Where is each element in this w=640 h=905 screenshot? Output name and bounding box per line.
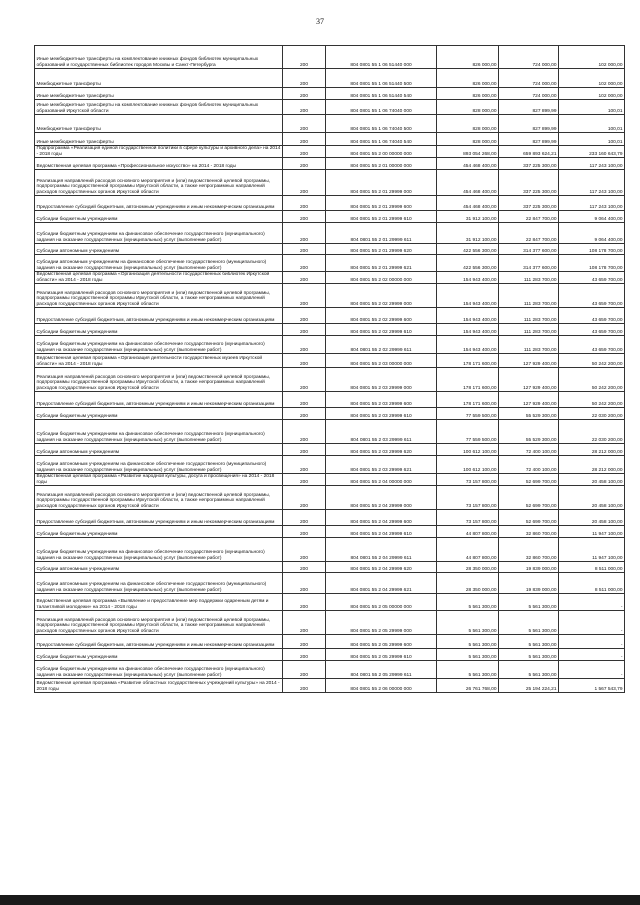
row-approved-amount-cell: 178 171 600,00 (437, 354, 499, 368)
table-row (35, 420, 625, 444)
row-name-cell: Ведомственная целевая программа «Организация деятельности государственных музеев Иркутской области» на 2014 - 2018 годы (35, 354, 283, 368)
row-approved-amount-cell: 154 943 400,00 (437, 284, 499, 308)
row-executed-amount-cell: 5 561 300,00 (499, 635, 559, 649)
row-code-cell: 200 (283, 562, 326, 573)
row-classification-cell: 804 0801 55 2 00 00000 000 (326, 146, 437, 158)
row-unexecuted-amount-cell: 22 030 200,00 (559, 420, 625, 444)
row-classification-cell: 804 0801 55 2 04 29999 000 (326, 486, 437, 510)
row-classification-cell: 804 0801 55 1 06 74040 000 (326, 100, 437, 115)
row-approved-amount-cell: 44 807 800,00 (437, 526, 499, 538)
row-executed-amount-cell: 25 194 224,21 (499, 679, 559, 693)
row-code-cell: 200 (283, 170, 326, 196)
row-executed-amount-cell: 337 225 300,00 (499, 196, 559, 211)
row-name-cell: Ведомственная целевая программа «Выявление и предоставление мер поддержки одаренным детям и талантливой молодежи» на 2014 - 2018 годы (35, 594, 283, 611)
row-approved-amount-cell: 893 054 268,00 (437, 146, 499, 158)
row-code-cell: 200 (283, 46, 326, 69)
row-name-cell: Субсидии бюджетным учреждениям на финансовое обеспечение государственного (муниципального) задания на оказание государственных (муниципальных) услуг (выполнение работ) (35, 420, 283, 444)
table-row (35, 146, 625, 158)
table-row (35, 562, 625, 573)
table-row (35, 594, 625, 611)
table-row (35, 88, 625, 100)
row-approved-amount-cell: 454 468 400,00 (437, 196, 499, 211)
row-classification-cell: 804 0801 55 2 04 00000 000 (326, 474, 437, 486)
row-name-cell: Иные межбюджетные трансферты на комплектование книжных фондов библиотек муниципальных образований и государственных библиотек городов Москвы и Санкт-Петербурга (35, 46, 283, 69)
row-executed-amount-cell: 314 377 600,00 (499, 255, 559, 272)
row-code-cell: 200 (283, 456, 326, 474)
row-name-cell: Межбюджетные трансферты (35, 115, 283, 133)
row-executed-amount-cell: 659 893 624,21 (499, 146, 559, 158)
row-unexecuted-amount-cell: 11 947 100,00 (559, 538, 625, 562)
page-number: 37 (316, 17, 324, 26)
row-classification-cell: 804 0801 55 2 04 29999 611 (326, 538, 437, 562)
row-unexecuted-amount-cell: 50 242 200,00 (559, 368, 625, 392)
row-code-cell: 200 (283, 649, 326, 661)
table-row (35, 354, 625, 368)
row-approved-amount-cell: 154 943 400,00 (437, 336, 499, 354)
row-executed-amount-cell: 724 000,00 (499, 69, 559, 88)
row-executed-amount-cell: 32 860 700,00 (499, 526, 559, 538)
row-classification-cell: 804 0801 55 2 02 29999 600 (326, 308, 437, 324)
row-classification-cell: 804 0801 55 2 03 29999 620 (326, 444, 437, 456)
row-unexecuted-amount-cell: 43 659 700,00 (559, 284, 625, 308)
row-code-cell: 200 (283, 444, 326, 456)
row-unexecuted-amount-cell: 20 458 100,00 (559, 486, 625, 510)
row-code-cell: 200 (283, 255, 326, 272)
row-name-cell: Субсидии бюджетным учреждениям на финансовое обеспечение государственного (муниципального) задания на оказание государственных (муниципальных) услуг (выполнение работ) (35, 336, 283, 354)
row-code-cell: 200 (283, 88, 326, 100)
row-unexecuted-amount-cell: 102 000,00 (559, 88, 625, 100)
row-classification-cell: 804 0801 55 2 01 29999 610 (326, 211, 437, 223)
row-executed-amount-cell: 5 561 300,00 (499, 661, 559, 679)
row-classification-cell: 804 0801 55 2 01 00000 000 (326, 158, 437, 170)
row-executed-amount-cell: 127 929 400,00 (499, 368, 559, 392)
table-row (35, 573, 625, 594)
budget-table-body (35, 46, 625, 693)
row-classification-cell: 804 0801 55 2 04 29999 600 (326, 510, 437, 526)
row-code-cell: 200 (283, 408, 326, 420)
row-executed-amount-cell: 111 283 700,00 (499, 336, 559, 354)
row-name-cell: Ведомственная целевая программа «Развитие народной культуры, досуга и просвещения» на 2014 - 2018 годы (35, 474, 283, 486)
row-classification-cell: 804 0801 55 1 06 74040 540 (326, 133, 437, 146)
row-code-cell: 200 (283, 284, 326, 308)
row-approved-amount-cell: 5 561 300,00 (437, 594, 499, 611)
row-unexecuted-amount-cell: 233 160 643,79 (559, 146, 625, 158)
row-unexecuted-amount-cell: 50 242 200,00 (559, 354, 625, 368)
row-executed-amount-cell: 32 860 700,00 (499, 538, 559, 562)
budget-table (34, 45, 625, 693)
table-row (35, 392, 625, 408)
row-approved-amount-cell: 28 350 000,00 (437, 573, 499, 594)
row-executed-amount-cell: 337 225 300,00 (499, 158, 559, 170)
row-executed-amount-cell: 22 847 700,00 (499, 223, 559, 244)
table-row (35, 649, 625, 661)
row-unexecuted-amount-cell: 117 243 100,00 (559, 196, 625, 211)
row-code-cell: 200 (283, 594, 326, 611)
row-executed-amount-cell: 111 283 700,00 (499, 272, 559, 284)
row-executed-amount-cell: 827 899,99 (499, 133, 559, 146)
row-executed-amount-cell: 72 400 100,00 (499, 456, 559, 474)
row-approved-amount-cell: 100 612 100,00 (437, 456, 499, 474)
row-unexecuted-amount-cell: 20 458 100,00 (559, 474, 625, 486)
row-approved-amount-cell: 28 350 000,00 (437, 562, 499, 573)
row-code-cell: 200 (283, 211, 326, 223)
row-unexecuted-amount-cell: 100,01 (559, 100, 625, 115)
table-row (35, 456, 625, 474)
row-classification-cell: 804 0801 55 2 05 29999 600 (326, 635, 437, 649)
row-code-cell: 200 (283, 324, 326, 336)
row-approved-amount-cell: 154 943 400,00 (437, 324, 499, 336)
row-code-cell: 200 (283, 510, 326, 526)
row-executed-amount-cell: 827 899,99 (499, 100, 559, 115)
row-executed-amount-cell: 72 400 100,00 (499, 444, 559, 456)
row-classification-cell: 804 0801 55 2 01 29999 620 (326, 244, 437, 255)
row-classification-cell: 804 0801 55 2 04 29999 610 (326, 526, 437, 538)
table-row (35, 635, 625, 649)
table-row (35, 679, 625, 693)
row-executed-amount-cell: 111 283 700,00 (499, 284, 559, 308)
row-name-cell: Субсидии бюджетным учреждениям (35, 649, 283, 661)
row-approved-amount-cell: 31 912 100,00 (437, 211, 499, 223)
row-code-cell: 200 (283, 392, 326, 408)
table-row (35, 133, 625, 146)
table-row (35, 272, 625, 284)
row-executed-amount-cell: 19 839 000,00 (499, 562, 559, 573)
row-code-cell: 200 (283, 526, 326, 538)
row-executed-amount-cell: 724 000,00 (499, 88, 559, 100)
row-name-cell: Субсидии автономным учреждениям (35, 562, 283, 573)
row-name-cell: Реализация направлений расходов основного мероприятия и (или) ведомственной целевой программы, подпрограммы государственной программы Иркутской области, а также непрограммных направлений расходов государственных органов Иркутской области (35, 611, 283, 635)
row-code-cell: 200 (283, 100, 326, 115)
row-name-cell: Ведомственная целевая программа «Развитие областных государственных учреждений культуры» на 2014 - 2018 годы (35, 679, 283, 693)
row-approved-amount-cell: 100 612 100,00 (437, 444, 499, 456)
row-code-cell: 200 (283, 635, 326, 649)
row-approved-amount-cell: 73 157 800,00 (437, 474, 499, 486)
row-unexecuted-amount-cell: 43 659 700,00 (559, 308, 625, 324)
row-unexecuted-amount-cell: 100,01 (559, 133, 625, 146)
row-name-cell: Субсидии бюджетным учреждениям на финансовое обеспечение государственного (муниципального) задания на оказание государственных (муниципальных) услуг (выполнение работ) (35, 661, 283, 679)
row-name-cell: Иные межбюджетные трансферты (35, 133, 283, 146)
table-row (35, 158, 625, 170)
row-executed-amount-cell: 111 283 700,00 (499, 308, 559, 324)
row-name-cell: Субсидии бюджетным учреждениям (35, 526, 283, 538)
row-executed-amount-cell: 827 899,99 (499, 115, 559, 133)
table-row (35, 486, 625, 510)
row-code-cell: 200 (283, 158, 326, 170)
row-executed-amount-cell: 5 561 300,00 (499, 594, 559, 611)
row-name-cell: Ведомственная целевая программа «Профессиональное искусство» на 2014 - 2018 годы (35, 158, 283, 170)
row-approved-amount-cell: 454 468 400,00 (437, 158, 499, 170)
row-classification-cell: 804 0801 55 2 03 29999 000 (326, 368, 437, 392)
table-row (35, 510, 625, 526)
row-name-cell: Иные межбюджетные трансферты на комплектование книжных фондов библиотек муниципальных образований Иркутской области (35, 100, 283, 115)
row-approved-amount-cell: 31 912 100,00 (437, 223, 499, 244)
row-executed-amount-cell: 111 283 700,00 (499, 324, 559, 336)
row-classification-cell: 804 0801 55 2 03 29999 600 (326, 392, 437, 408)
row-classification-cell: 804 0801 55 2 03 00000 000 (326, 354, 437, 368)
table-row (35, 408, 625, 420)
row-code-cell: 200 (283, 486, 326, 510)
row-classification-cell: 804 0801 55 2 06 00000 000 (326, 679, 437, 693)
row-code-cell: 200 (283, 223, 326, 244)
row-code-cell: 200 (283, 133, 326, 146)
row-classification-cell: 804 0801 55 2 05 00000 000 (326, 594, 437, 611)
row-name-cell: Субсидии автономным учреждениям на финансовое обеспечение государственного (муниципального) задания на оказание государственных (муниципальных) услуг (выполнение работ) (35, 573, 283, 594)
table-row (35, 115, 625, 133)
table-row (35, 100, 625, 115)
row-name-cell: Субсидии бюджетным учреждениям (35, 211, 283, 223)
row-name-cell: Предоставление субсидий бюджетным, автономным учреждениям и иным некоммерческим организациям (35, 392, 283, 408)
row-name-cell: Субсидии автономным учреждениям на финансовое обеспечение государственного (муниципального) задания на оказание государственных (муниципальных) услуг (выполнение работ) (35, 456, 283, 474)
row-code-cell: 200 (283, 244, 326, 255)
row-code-cell: 200 (283, 573, 326, 594)
row-classification-cell: 804 0801 55 2 02 29999 610 (326, 324, 437, 336)
row-classification-cell: 804 0801 55 2 05 29999 611 (326, 661, 437, 679)
row-unexecuted-amount-cell: 117 243 100,00 (559, 170, 625, 196)
table-row (35, 196, 625, 211)
row-classification-cell: 804 0801 55 2 04 29999 621 (326, 573, 437, 594)
row-unexecuted-amount-cell: - (559, 611, 625, 635)
row-approved-amount-cell: 422 556 300,00 (437, 255, 499, 272)
row-classification-cell: 804 0801 55 1 06 51440 500 (326, 69, 437, 88)
row-unexecuted-amount-cell: 22 030 200,00 (559, 408, 625, 420)
row-classification-cell: 804 0801 55 2 01 29999 611 (326, 223, 437, 244)
row-classification-cell: 804 0801 55 2 05 29999 610 (326, 649, 437, 661)
row-approved-amount-cell: 828 000,00 (437, 100, 499, 115)
row-unexecuted-amount-cell: 8 511 000,00 (559, 562, 625, 573)
table-row (35, 255, 625, 272)
row-name-cell: Субсидии автономным учреждениям (35, 244, 283, 255)
row-classification-cell: 804 0801 55 2 03 29999 611 (326, 420, 437, 444)
row-name-cell: Предоставление субсидий бюджетным, автономным учреждениям и иным некоммерческим организациям (35, 635, 283, 649)
row-unexecuted-amount-cell: 9 064 400,00 (559, 211, 625, 223)
row-unexecuted-amount-cell: 117 243 100,00 (559, 158, 625, 170)
row-unexecuted-amount-cell: 1 567 543,79 (559, 679, 625, 693)
row-name-cell: Реализация направлений расходов основного мероприятия и (или) ведомственной целевой программы, подпрограммы государственной программы Иркутской области, а также непрограммных направлений расходов государственных органов Иркутской области (35, 284, 283, 308)
table-row (35, 526, 625, 538)
row-name-cell: Субсидии бюджетным учреждениям (35, 408, 283, 420)
row-code-cell: 200 (283, 611, 326, 635)
row-code-cell: 200 (283, 474, 326, 486)
row-unexecuted-amount-cell: 102 000,00 (559, 46, 625, 69)
table-row (35, 69, 625, 88)
row-name-cell: Подпрограмма «Реализация единой государственной политики в сфере культуры и архивного дела» на 2014 - 2018 годы (35, 146, 283, 158)
row-classification-cell: 804 0801 55 2 04 29999 620 (326, 562, 437, 573)
row-approved-amount-cell: 826 000,00 (437, 46, 499, 69)
row-code-cell: 200 (283, 679, 326, 693)
table-row (35, 211, 625, 223)
table-row (35, 368, 625, 392)
row-name-cell: Субсидии автономным учреждениям (35, 444, 283, 456)
row-code-cell: 200 (283, 368, 326, 392)
row-executed-amount-cell: 127 929 400,00 (499, 354, 559, 368)
row-approved-amount-cell: 422 556 300,00 (437, 244, 499, 255)
row-approved-amount-cell: 826 000,00 (437, 88, 499, 100)
row-code-cell: 200 (283, 354, 326, 368)
row-executed-amount-cell: 55 529 300,00 (499, 408, 559, 420)
row-code-cell: 200 (283, 115, 326, 133)
row-classification-cell: 804 0801 55 2 02 29999 611 (326, 336, 437, 354)
row-classification-cell: 804 0801 55 2 03 29999 621 (326, 456, 437, 474)
row-classification-cell: 804 0801 55 1 06 51440 000 (326, 46, 437, 69)
row-approved-amount-cell: 5 561 300,00 (437, 611, 499, 635)
row-executed-amount-cell: 19 839 000,00 (499, 573, 559, 594)
row-approved-amount-cell: 44 807 800,00 (437, 538, 499, 562)
row-classification-cell: 804 0801 55 2 05 29999 000 (326, 611, 437, 635)
row-approved-amount-cell: 178 171 600,00 (437, 392, 499, 408)
row-unexecuted-amount-cell: - (559, 594, 625, 611)
row-approved-amount-cell: 5 561 300,00 (437, 661, 499, 679)
row-unexecuted-amount-cell: - (559, 649, 625, 661)
table-row (35, 284, 625, 308)
row-executed-amount-cell: 337 225 300,00 (499, 170, 559, 196)
row-classification-cell: 804 0801 55 2 02 29999 000 (326, 284, 437, 308)
row-name-cell: Предоставление субсидий бюджетным, автономным учреждениям и иным некоммерческим организациям (35, 510, 283, 526)
row-code-cell: 200 (283, 308, 326, 324)
row-executed-amount-cell: 55 529 300,00 (499, 420, 559, 444)
row-unexecuted-amount-cell: - (559, 635, 625, 649)
row-unexecuted-amount-cell: 108 178 700,00 (559, 244, 625, 255)
row-approved-amount-cell: 826 000,00 (437, 69, 499, 88)
row-unexecuted-amount-cell: 43 659 700,00 (559, 324, 625, 336)
row-classification-cell: 804 0801 55 2 01 29999 600 (326, 196, 437, 211)
row-approved-amount-cell: 73 157 800,00 (437, 510, 499, 526)
row-code-cell: 200 (283, 196, 326, 211)
row-executed-amount-cell: 314 377 600,00 (499, 244, 559, 255)
row-unexecuted-amount-cell: 20 458 100,00 (559, 510, 625, 526)
row-executed-amount-cell: 52 699 700,00 (499, 510, 559, 526)
row-code-cell: 200 (283, 69, 326, 88)
row-executed-amount-cell: 5 561 300,00 (499, 611, 559, 635)
row-approved-amount-cell: 77 559 500,00 (437, 420, 499, 444)
row-approved-amount-cell: 5 561 300,00 (437, 635, 499, 649)
row-code-cell: 200 (283, 336, 326, 354)
row-unexecuted-amount-cell: 108 178 700,00 (559, 255, 625, 272)
row-name-cell: Субсидии автономным учреждениям на финансовое обеспечение государственного (муниципального) задания на оказание государственных (муниципальных) услуг (выполнение работ) (35, 255, 283, 272)
row-unexecuted-amount-cell: 100,01 (559, 115, 625, 133)
row-executed-amount-cell: 52 699 700,00 (499, 486, 559, 510)
row-executed-amount-cell: 5 561 300,00 (499, 649, 559, 661)
table-row (35, 308, 625, 324)
row-name-cell: Субсидии бюджетным учреждениям (35, 324, 283, 336)
row-name-cell: Субсидии бюджетным учреждениям на финансовое обеспечение государственного (муниципального) задания на оказание государственных (муниципальных) услуг (выполнение работ) (35, 223, 283, 244)
row-name-cell: Иные межбюджетные трансферты (35, 88, 283, 100)
row-classification-cell: 804 0801 55 2 03 29999 610 (326, 408, 437, 420)
row-code-cell: 200 (283, 146, 326, 158)
row-unexecuted-amount-cell: 28 212 000,00 (559, 444, 625, 456)
table-row (35, 170, 625, 196)
row-unexecuted-amount-cell: 50 242 200,00 (559, 392, 625, 408)
row-approved-amount-cell: 5 561 300,00 (437, 649, 499, 661)
row-unexecuted-amount-cell: 8 511 000,00 (559, 573, 625, 594)
row-executed-amount-cell: 724 000,00 (499, 46, 559, 69)
table-row (35, 223, 625, 244)
row-approved-amount-cell: 77 559 500,00 (437, 408, 499, 420)
row-unexecuted-amount-cell: 43 659 700,00 (559, 336, 625, 354)
row-classification-cell: 804 0801 55 1 06 51440 540 (326, 88, 437, 100)
row-approved-amount-cell: 154 943 400,00 (437, 308, 499, 324)
table-row (35, 538, 625, 562)
row-classification-cell: 804 0801 55 2 01 29999 000 (326, 170, 437, 196)
row-code-cell: 200 (283, 538, 326, 562)
row-code-cell: 200 (283, 661, 326, 679)
row-approved-amount-cell: 828 000,00 (437, 115, 499, 133)
table-row (35, 324, 625, 336)
row-classification-cell: 804 0801 55 2 01 29999 621 (326, 255, 437, 272)
table-row (35, 661, 625, 679)
table-row (35, 444, 625, 456)
row-name-cell: Реализация направлений расходов основного мероприятия и (или) ведомственной целевой программы, подпрограммы государственной программы Иркутской области, а также непрограммных направлений расходов государственных органов Иркутской области (35, 486, 283, 510)
row-name-cell: Реализация направлений расходов основного мероприятия и (или) ведомственной целевой программы, подпрограммы государственной программы Иркутской области, а также непрограммных направлений расходов государственных органов Иркутской области (35, 170, 283, 196)
row-approved-amount-cell: 26 761 768,00 (437, 679, 499, 693)
row-approved-amount-cell: 454 468 400,00 (437, 170, 499, 196)
table-row (35, 244, 625, 255)
row-executed-amount-cell: 22 847 700,00 (499, 211, 559, 223)
row-name-cell: Реализация направлений расходов основного мероприятия и (или) ведомственной целевой программы, подпрограммы государственной программы Иркутской области, а также непрограммных направлений расходов государственных органов Иркутской области (35, 368, 283, 392)
table-row (35, 474, 625, 486)
row-unexecuted-amount-cell: 43 659 700,00 (559, 272, 625, 284)
row-approved-amount-cell: 828 000,00 (437, 133, 499, 146)
row-approved-amount-cell: 154 943 400,00 (437, 272, 499, 284)
row-approved-amount-cell: 73 157 800,00 (437, 486, 499, 510)
row-approved-amount-cell: 178 171 600,00 (437, 368, 499, 392)
row-name-cell: Межбюджетные трансферты (35, 69, 283, 88)
row-unexecuted-amount-cell: - (559, 661, 625, 679)
row-classification-cell: 804 0801 55 1 06 74040 500 (326, 115, 437, 133)
table-row (35, 46, 625, 69)
row-executed-amount-cell: 127 929 400,00 (499, 392, 559, 408)
row-unexecuted-amount-cell: 102 000,00 (559, 69, 625, 88)
row-unexecuted-amount-cell: 28 212 000,00 (559, 456, 625, 474)
row-name-cell: Ведомственная целевая программа «Организация деятельности государственных библиотек Иркутской области» на 2014 - 2018 годы (35, 272, 283, 284)
row-classification-cell: 804 0801 55 2 02 00000 000 (326, 272, 437, 284)
row-name-cell: Предоставление субсидий бюджетным, автономным учреждениям и иным некоммерческим организациям (35, 308, 283, 324)
table-row (35, 611, 625, 635)
row-code-cell: 200 (283, 420, 326, 444)
row-code-cell: 200 (283, 272, 326, 284)
scan-bottom-edge (0, 895, 640, 905)
row-name-cell: Субсидии бюджетным учреждениям на финансовое обеспечение государственного (муниципального) задания на оказание государственных (муниципальных) услуг (выполнение работ) (35, 538, 283, 562)
row-unexecuted-amount-cell: 9 064 400,00 (559, 223, 625, 244)
table-row (35, 336, 625, 354)
row-unexecuted-amount-cell: 11 947 100,00 (559, 526, 625, 538)
row-executed-amount-cell: 52 699 700,00 (499, 474, 559, 486)
row-name-cell: Предоставление субсидий бюджетным, автономным учреждениям и иным некоммерческим организациям (35, 196, 283, 211)
